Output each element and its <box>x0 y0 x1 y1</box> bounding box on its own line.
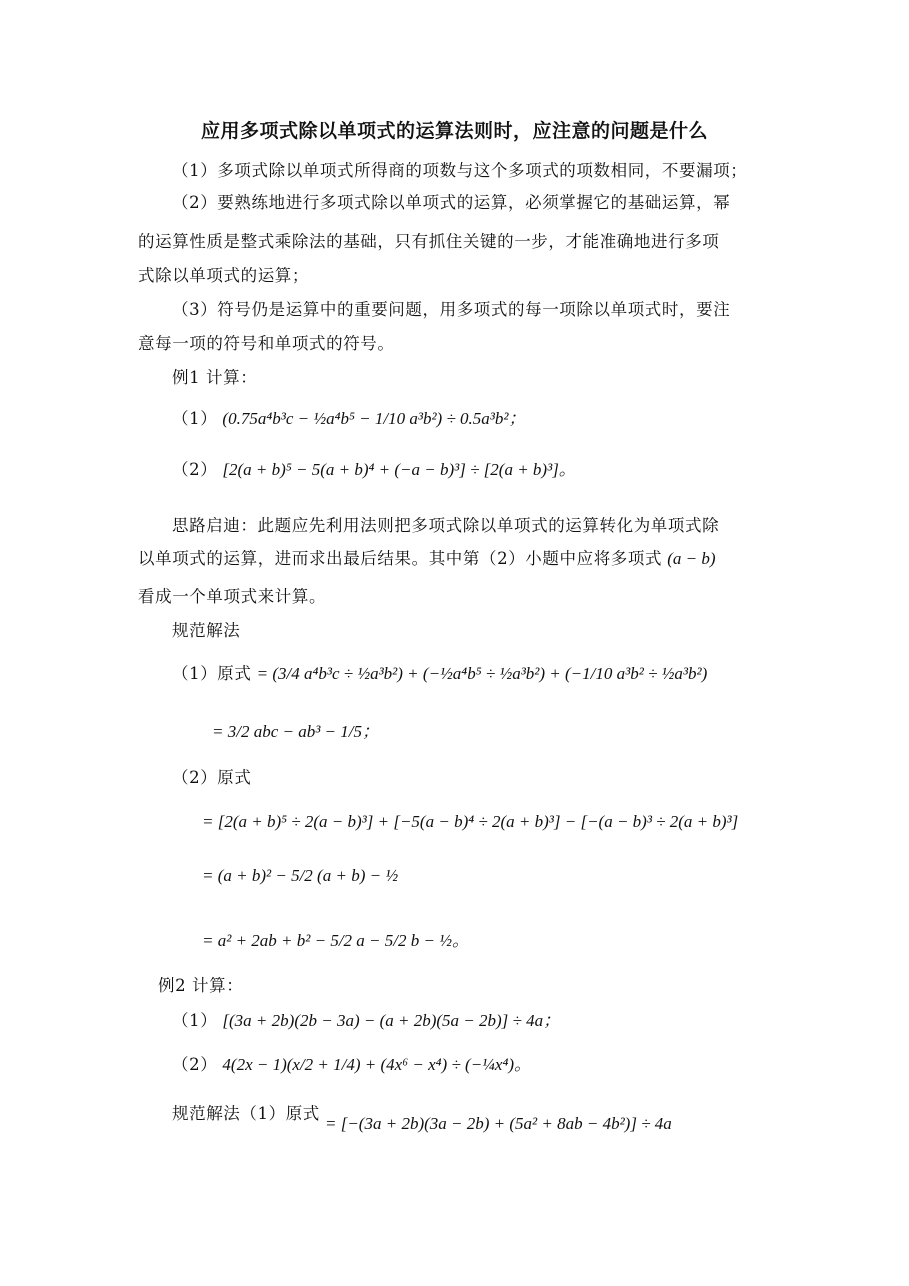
math-expression: [2(a + b)⁵ − 5(a + b)⁴ + (−a − b)³] ÷ [2(a + b)³]。 <box>222 460 576 479</box>
point-1: （1）多项式除以单项式所得商的项数与这个多项式的项数相同，不要漏项； <box>172 161 748 180</box>
page-title: 应用多项式除以单项式的运算法则时，应注意的问题是什么 <box>200 120 708 142</box>
solution-2-label: （2）原式 <box>172 768 252 787</box>
math-expression: = (3/4 a⁴b³c ÷ ½a³b²) + (−½a⁴b⁵ ÷ ½a³b²) + (−1/10 a³b² ÷ ½a³b²) <box>256 664 708 683</box>
solution-2-line-3: = a² + 2ab + b² − 5/2 a − 5/2 b − ½。 <box>202 931 469 950</box>
math-expression: [(3a + 2b)(2b − 3a) − (a + 2b)(5a − 2b)] ÷ 4a； <box>222 1011 561 1030</box>
hint-text: 以单项式的运算，进而求出最后结果。其中第（2）小题中应将多项式 <box>138 549 663 568</box>
math-expression: 4(2x − 1)(x/2 + 1/4) + (4x⁶ − x⁴) ÷ (−¼x⁴)。 <box>222 1055 532 1074</box>
math-expression: (0.75a⁴b³c − ½a⁴b⁵ − 1/10 a³b²) ÷ 0.5a³b²； <box>222 409 526 428</box>
solution-2-line-2: = (a + b)² − 5/2 (a + b) − ½ <box>202 866 399 885</box>
example-2-problem-1 <box>172 1006 560 1031</box>
example-2-solution <box>172 1100 672 1133</box>
example-1-problem-2 <box>172 455 576 480</box>
math-expression: (a − b) <box>667 549 716 568</box>
point-3-line-2: 意每一项的符号和单项式的符号。 <box>138 334 395 353</box>
solution-heading: 规范解法 <box>172 621 241 640</box>
point-3-line-1: （3）符号仍是运算中的重要问题，用多项式的每一项除以单项式时，要注 <box>172 300 731 319</box>
point-2-line-1: （2）要熟练地进行多项式除以单项式的运算，必须掌握它的基础运算，幂 <box>172 193 731 212</box>
solution-1-result: = 3/2 abc − ab³ − 1/5； <box>212 722 380 741</box>
point-2-line-2: 的运算性质是整式乘除法的基础，只有抓住关键的一步，才能准确地进行多项 <box>138 232 720 251</box>
hint-line-3: 看成一个单项式来计算。 <box>138 587 327 606</box>
problem-label: （2） <box>172 460 218 479</box>
example-1-heading: 例1 计算： <box>172 368 258 387</box>
problem-label: （1） <box>172 1011 218 1030</box>
solution-1-line-1 <box>172 660 707 684</box>
hint-line-2 <box>138 545 716 569</box>
solution-label: （1）原式 <box>172 664 252 683</box>
hint-line-1: 思路启迪：此题应先利用法则把多项式除以单项式的运算转化为单项式除 <box>172 516 720 535</box>
problem-label: （2） <box>172 1055 218 1074</box>
solution-2-line-1: = [2(a + b)⁵ ÷ 2(a − b)³] + [−5(a − b)⁴ ÷ 2(a + b)³] − [−(a − b)³ ÷ 2(a + b)³] <box>202 812 739 831</box>
example-2-problem-2 <box>172 1050 531 1075</box>
point-2-line-3: 式除以单项式的运算； <box>138 266 309 285</box>
solution-label: 规范解法（1）原式 <box>172 1104 320 1123</box>
example-1-problem-1 <box>172 404 525 429</box>
problem-label: （1） <box>172 409 218 428</box>
example-2-heading: 例2 计算： <box>158 976 244 995</box>
math-expression: = [−(3a + 2b)(3a − 2b) + (5a² + 8ab − 4b²)] ÷ 4a <box>325 1114 672 1133</box>
